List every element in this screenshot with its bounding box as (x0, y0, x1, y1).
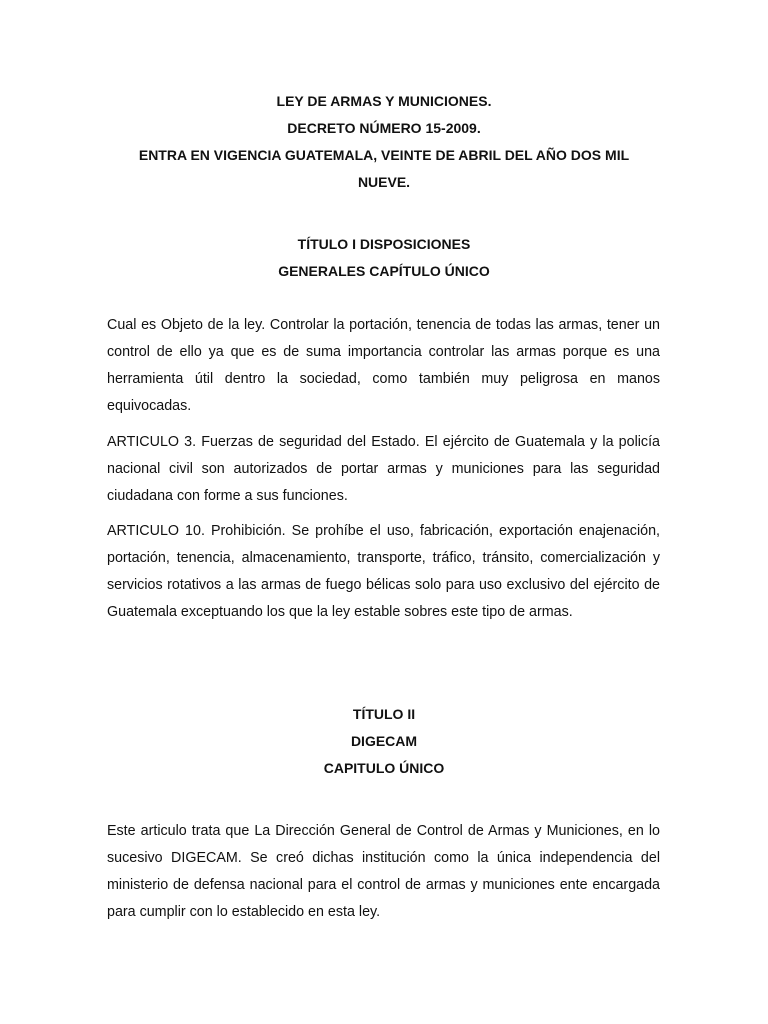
paragraph-articulo-3: ARTICULO 3. Fuerzas de seguridad del Estado. El ejército de Guatemala y la policía nacional civil son autorizados de portar armas y municiones para las seguridad ciudadana con forme a sus funciones. (107, 434, 660, 504)
paragraph-articulo-10: ARTICULO 10. Prohibición. Se prohíbe el uso, fabricación, exportación enajenación, portación, tenencia, almacenamiento, transporte, tráfico, tránsito, comercialización y servicios rotativos a las armas de fuego bélicas solo para uso exclusivo del ejército de Guatemala exceptuando los que la ley estable sobres este tipo de armas. (107, 523, 660, 620)
title-i-heading (0, 231, 768, 285)
effective-date-line: ENTRA EN VIGENCIA GUATEMALA, VEINTE DE ABRIL DEL AÑO DOS MIL (138, 147, 630, 163)
title-ii-heading (0, 701, 768, 782)
decree-number: DECRETO NÚMERO 15-2009. (287, 120, 481, 136)
title-ii-line3: CAPITULO ÚNICO (323, 760, 445, 776)
document-header (0, 88, 768, 196)
title-ii-line1: TÍTULO II (352, 706, 416, 722)
paragraph-objeto: Cual es Objeto de la ley. Controlar la portación, tenencia de todas las armas, tener un control de ello ya que es de suma importancia controlar las armas porque es una herramienta útil dentro la sociedad, como también muy peligrosa en manos equivocadas. (107, 317, 660, 414)
title-i-line2: GENERALES CAPÍTULO ÚNICO (278, 263, 490, 279)
effective-date-line-cont: NUEVE. (357, 174, 411, 190)
paragraph-digecam: Este articulo trata que La Dirección General de Control de Armas y Municiones, en lo sucesivo DIGECAM. Se creó dichas institución como la única independencia del ministerio de defensa nacional para el control de armas y municiones ente encargada para cumplir con lo establecido en esta ley. (107, 823, 660, 920)
title-i-line1: TÍTULO I DISPOSICIONES (297, 236, 471, 252)
title-ii-line2: DIGECAM (350, 733, 418, 749)
law-title: LEY DE ARMAS Y MUNICIONES. (276, 93, 492, 109)
